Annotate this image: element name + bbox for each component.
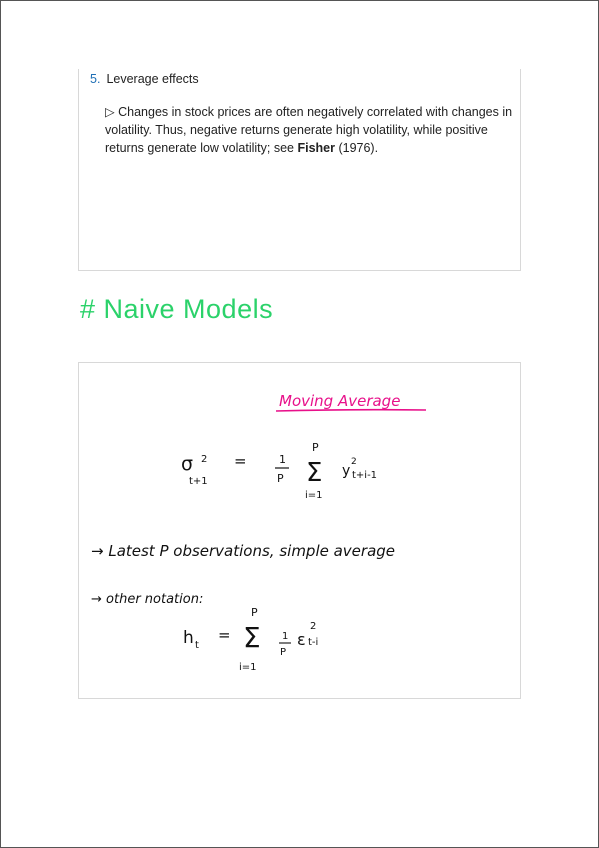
sigma-symbol: σ bbox=[181, 453, 194, 475]
item-title: Leverage effects bbox=[106, 72, 199, 86]
bullet-triangle-icon: ▷ bbox=[105, 105, 115, 119]
fraction-denominator-2: P bbox=[280, 647, 287, 658]
epsilon-superscript: 2 bbox=[310, 621, 317, 632]
item-number: 5. bbox=[90, 72, 101, 86]
h-subscript: t bbox=[195, 640, 199, 651]
citation-year: (1976). bbox=[334, 141, 379, 155]
sigma-superscript: 2 bbox=[201, 454, 208, 465]
formula-moving-average bbox=[181, 441, 377, 501]
h-symbol: h bbox=[183, 628, 194, 648]
fraction-numerator: 1 bbox=[279, 453, 286, 466]
note-bullet-other-notation: → other notation: bbox=[91, 592, 204, 607]
slide-handwritten-notes bbox=[78, 362, 521, 699]
sum-symbol-2: Σ bbox=[243, 621, 261, 654]
description-text: Changes in stock prices are often negatively correlated with changes in volatility. Thus, negative returns generate high volatility, while positive returns generate low volatility; see bbox=[105, 105, 513, 155]
slide-leverage-effects bbox=[78, 69, 521, 271]
note-bullet-latest-observations: → Latest P observations, simple average bbox=[91, 542, 396, 560]
notes-title: Moving Average bbox=[279, 392, 401, 410]
term-y: y bbox=[342, 463, 351, 479]
sum-upper-limit: P bbox=[312, 441, 319, 454]
equals-sign-2: = bbox=[218, 626, 231, 644]
section-heading: # Naive Models bbox=[80, 294, 274, 324]
handwritten-notes-canvas bbox=[79, 363, 520, 698]
sum-lower-limit: i=1 bbox=[305, 490, 323, 501]
term-subscript: t+i-1 bbox=[352, 470, 378, 481]
title-underline bbox=[276, 410, 426, 411]
formula-other-notation bbox=[183, 606, 318, 673]
fraction-denominator: P bbox=[277, 472, 284, 485]
sigma-subscript: t+1 bbox=[189, 476, 208, 487]
sum-upper-limit-2: P bbox=[251, 606, 258, 619]
item-description bbox=[105, 103, 515, 157]
epsilon-subscript: t-i bbox=[308, 637, 319, 648]
epsilon-symbol: ε bbox=[297, 630, 306, 649]
sum-symbol: Σ bbox=[306, 458, 323, 488]
citation-link[interactable]: Fisher bbox=[297, 141, 335, 155]
list-item-leverage bbox=[90, 72, 199, 86]
term-superscript: 2 bbox=[351, 457, 357, 467]
equals-sign: = bbox=[234, 452, 247, 470]
fraction-numerator-2: 1 bbox=[282, 631, 289, 642]
sum-lower-limit-2: i=1 bbox=[239, 662, 257, 673]
